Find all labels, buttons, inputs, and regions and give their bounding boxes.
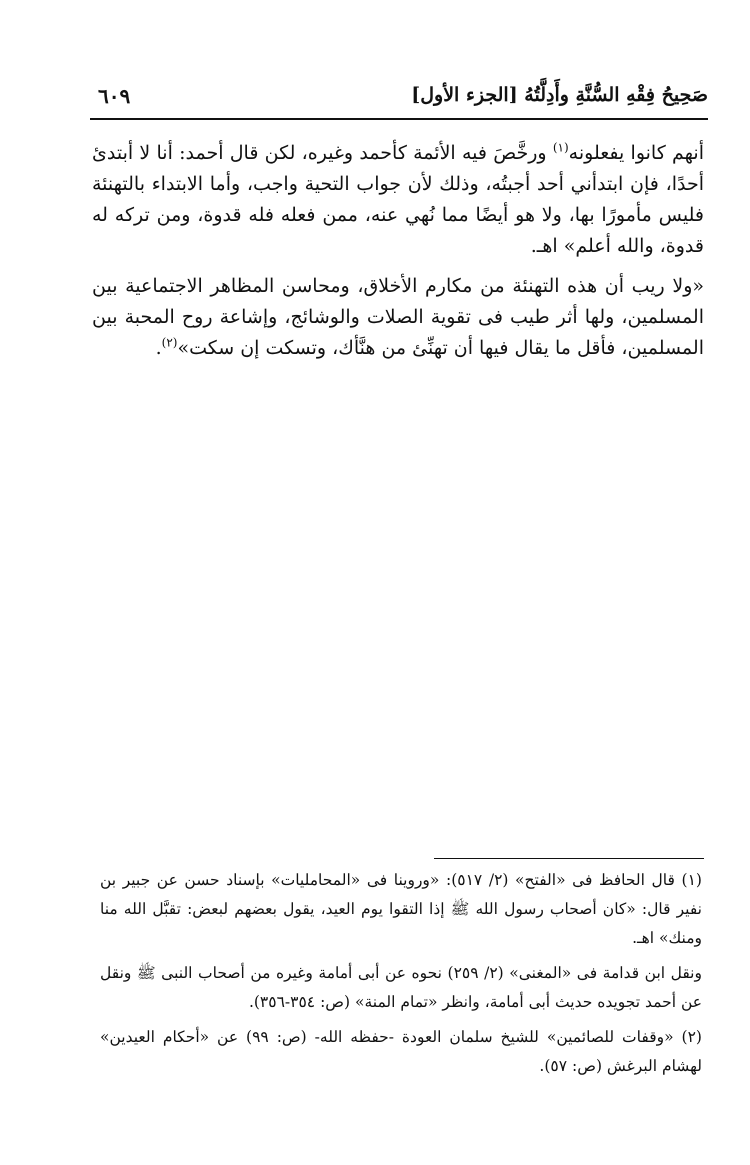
footnote-2-number: (٢): [681, 1028, 702, 1046]
paragraph-2: [92, 271, 704, 364]
paragraph-2-text-end: .: [155, 337, 162, 359]
page-number: ٦٠٩: [98, 84, 131, 108]
running-header: [90, 78, 708, 120]
paragraph-1-text-cont: ورخَّصَ فيه الأئمة كأحمد وغيره، لكن قال أحمد: أنا لا أبتدئ أحدًا، فإن ابتدأني أحد أجبتُه، وذلك لأن جواب التحية واجب، وأما الابتداء بالتهنئة فليس مأمورًا بها، ولا هو أيضًا مما نُهي عنه، ممن فعله فله قدوة، ومن تركه له قدوة، والله أعلم» اهـ.: [92, 142, 704, 257]
footnote-1: [100, 866, 702, 953]
paragraph-2-text: «ولا ريب أن هذه التهنئة من مكارم الأخلاق، ومحاسن المظاهر الاجتماعية بين المسلمين، ولها أثر طيب فى تقوية الصلات والوشائج، وإشاعة روح المحبة بين المسلمين، فأقل ما يقال فيها أن تهنِّئ من هنَّأك، وتسكت إن سكت»: [92, 275, 704, 359]
footnotes: [100, 866, 702, 1087]
book-title: صَحِيحُ فِقْهِ السُّنَّةِ وأَدِلَّتُهُ [الجزء الأول]: [411, 84, 708, 106]
footnote-divider: [434, 858, 704, 859]
main-text: [92, 138, 704, 364]
footnote-ref-1: (١): [552, 140, 569, 155]
footnote-ref-2: (٢): [161, 335, 178, 350]
paragraph-1: [92, 138, 704, 262]
footnote-1b-text: ونقل ابن قدامة فى «المغنى» (٢/ ٢٥٩) نحوه عن أبى أمامة وغيره من أصحاب النبى ﷺ ونقل عن أحمد تجويده حديث أبى أمامة، وانظر «تمام المنة» (ص: ٣٥٤-٣٥٦).: [100, 964, 702, 1011]
paragraph-1-text: أنهم كانوا يفعلونه: [568, 142, 704, 164]
footnote-2-text: «وقفات للصائمين» للشيخ سلمان العودة -حفظه الله- (ص: ٩٩) عن «أحكام العيدين» لهشام البرغش (ص: ٥٧).: [100, 1028, 702, 1075]
footnote-1-continued: [100, 959, 702, 1017]
footnote-1-text: قال الحافظ فى «الفتح» (٢/ ٥١٧): «وروينا فى «المحامليات» بإسناد حسن عن جبير بن نفير قال: «كان أصحاب رسول الله ﷺ إذا التقوا يوم العيد، يقول بعضهم لبعض: تقبَّل الله منا ومنك» اهـ.: [100, 871, 702, 947]
footnote-1-number: (١): [681, 871, 702, 889]
footnote-2: [100, 1023, 702, 1081]
